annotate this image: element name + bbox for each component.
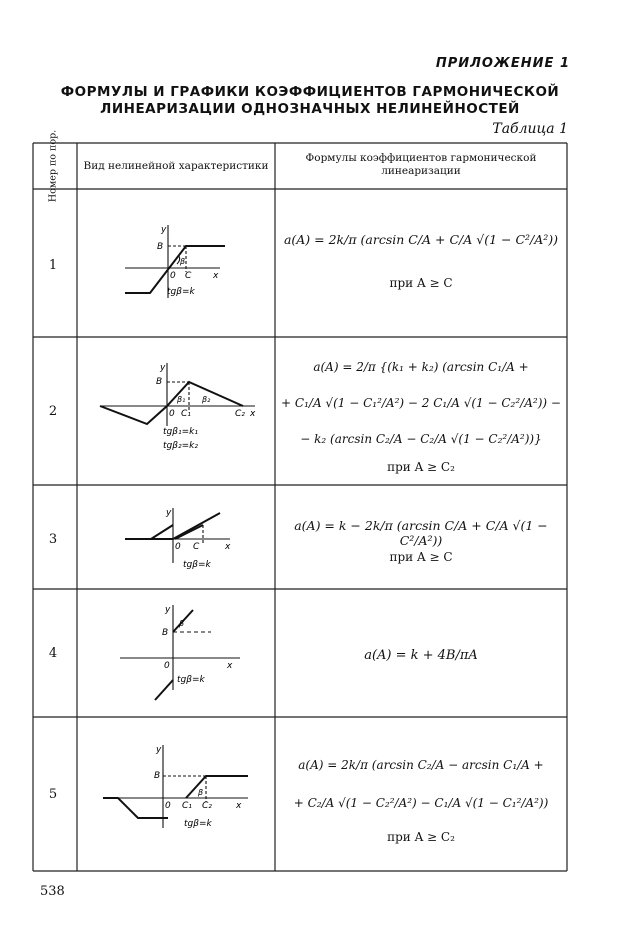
title-line-2: ЛИНЕАРИЗАЦИИ ОДНОЗНАЧНЫХ НЕЛИНЕЙНОСТЕЙ (100, 101, 520, 117)
condition-row-5: при A ≥ C₂ (387, 830, 455, 844)
header-number: Номер по пор. (47, 129, 59, 203)
svg-text:x: x (227, 661, 233, 671)
page-number: 538 (40, 884, 65, 899)
title-line-1: ФОРМУЛЫ И ГРАФИКИ КОЭФФИЦИЕНТОВ ГАРМОНИЧЕСКОЙ (60, 84, 560, 100)
svg-text:x: x (213, 271, 219, 281)
svg-text:C: C (193, 542, 200, 552)
svg-text:0: 0 (165, 801, 171, 811)
graph-note-4: tgβ=k (177, 675, 205, 685)
svg-text:y: y (161, 225, 167, 235)
svg-text:C₂: C₂ (235, 409, 245, 419)
svg-text:β: β (198, 788, 204, 797)
svg-text:x: x (225, 542, 231, 552)
row-number-4: 4 (48, 646, 58, 661)
formula-row-2-line-2: + C₁/A √(1 − C₁²/A²) − 2 C₁/A √(1 − C₂²/A²)) − (281, 396, 561, 410)
svg-text:0: 0 (169, 409, 175, 419)
graph-row-1 (95, 220, 245, 330)
formula-row-4: a(A) = k + 4B/πA (364, 648, 478, 663)
condition-row-1: при A ≥ C (389, 276, 453, 290)
formula-row-2-line-1: a(A) = 2/π {(k₁ + k₂) (arcsin C₁/A + (313, 360, 529, 374)
row-number-3: 3 (48, 532, 58, 547)
svg-text:0: 0 (175, 542, 181, 552)
svg-text:B: B (162, 628, 169, 638)
svg-text:y: y (165, 605, 171, 615)
header-characteristic: Вид нелинейной характеристики (83, 160, 269, 172)
svg-text:y: y (156, 745, 162, 755)
svg-text:β₁: β₁ (177, 395, 186, 404)
condition-row-3: при A ≥ C (389, 550, 453, 564)
svg-text:C₁: C₁ (181, 409, 191, 419)
graph-note-3: tgβ=k (183, 560, 211, 570)
graph-row-4 (115, 600, 245, 710)
graph-row-5 (98, 740, 258, 840)
svg-text:β: β (179, 619, 185, 628)
svg-text:B: B (157, 242, 164, 252)
graph-row-2 (95, 358, 265, 468)
svg-text:β₂: β₂ (202, 395, 211, 404)
svg-text:0: 0 (164, 661, 170, 671)
svg-text:x: x (236, 801, 242, 811)
graph-note-2b: tgβ₂=k₂ (163, 441, 198, 451)
svg-text:β: β (180, 257, 186, 266)
svg-text:B: B (154, 771, 161, 781)
formula-row-3: a(A) = k − 2k/π (arcsin C/A + C/A √(1 − C²/A²)) (294, 518, 548, 548)
svg-text:x: x (250, 409, 256, 419)
table-label: Таблица 1 (492, 121, 568, 137)
row-number-5: 5 (48, 787, 58, 802)
formula-row-5-line-1: a(A) = 2k/π (arcsin C₂/A − arcsin C₁/A + (298, 758, 544, 772)
condition-row-2: при A ≥ C₂ (387, 460, 455, 474)
svg-text:0: 0 (170, 271, 176, 281)
svg-text:y: y (160, 363, 166, 373)
row-number-1: 1 (48, 258, 58, 273)
svg-text:C: C (185, 271, 192, 281)
header-formulas: Формулы коэффициентов гармонической линеаризации (305, 152, 537, 177)
formula-row-5-line-2: + C₂/A √(1 − C₂²/A²) − C₁/A √(1 − C₁²/A²)) (293, 796, 549, 810)
svg-text:y: y (166, 508, 172, 518)
svg-text:C₂: C₂ (202, 801, 212, 811)
graph-note-2a: tgβ₁=k₁ (163, 427, 198, 437)
svg-text:B: B (156, 377, 163, 387)
appendix-label: ПРИЛОЖЕНИЕ 1 (435, 56, 570, 71)
row-number-2: 2 (48, 404, 58, 419)
svg-text:C₁: C₁ (182, 801, 192, 811)
graph-row-3 (95, 503, 245, 583)
formula-row-1: a(A) = 2k/π (arcsin C/A + C/A √(1 − C²/A²)) (283, 232, 559, 247)
formula-row-2-line-3: − k₂ (arcsin C₂/A − C₂/A √(1 − C₂²/A²))} (300, 432, 542, 446)
graph-note-5: tgβ=k (184, 819, 212, 829)
graph-note-1: tgβ=k (167, 287, 195, 297)
